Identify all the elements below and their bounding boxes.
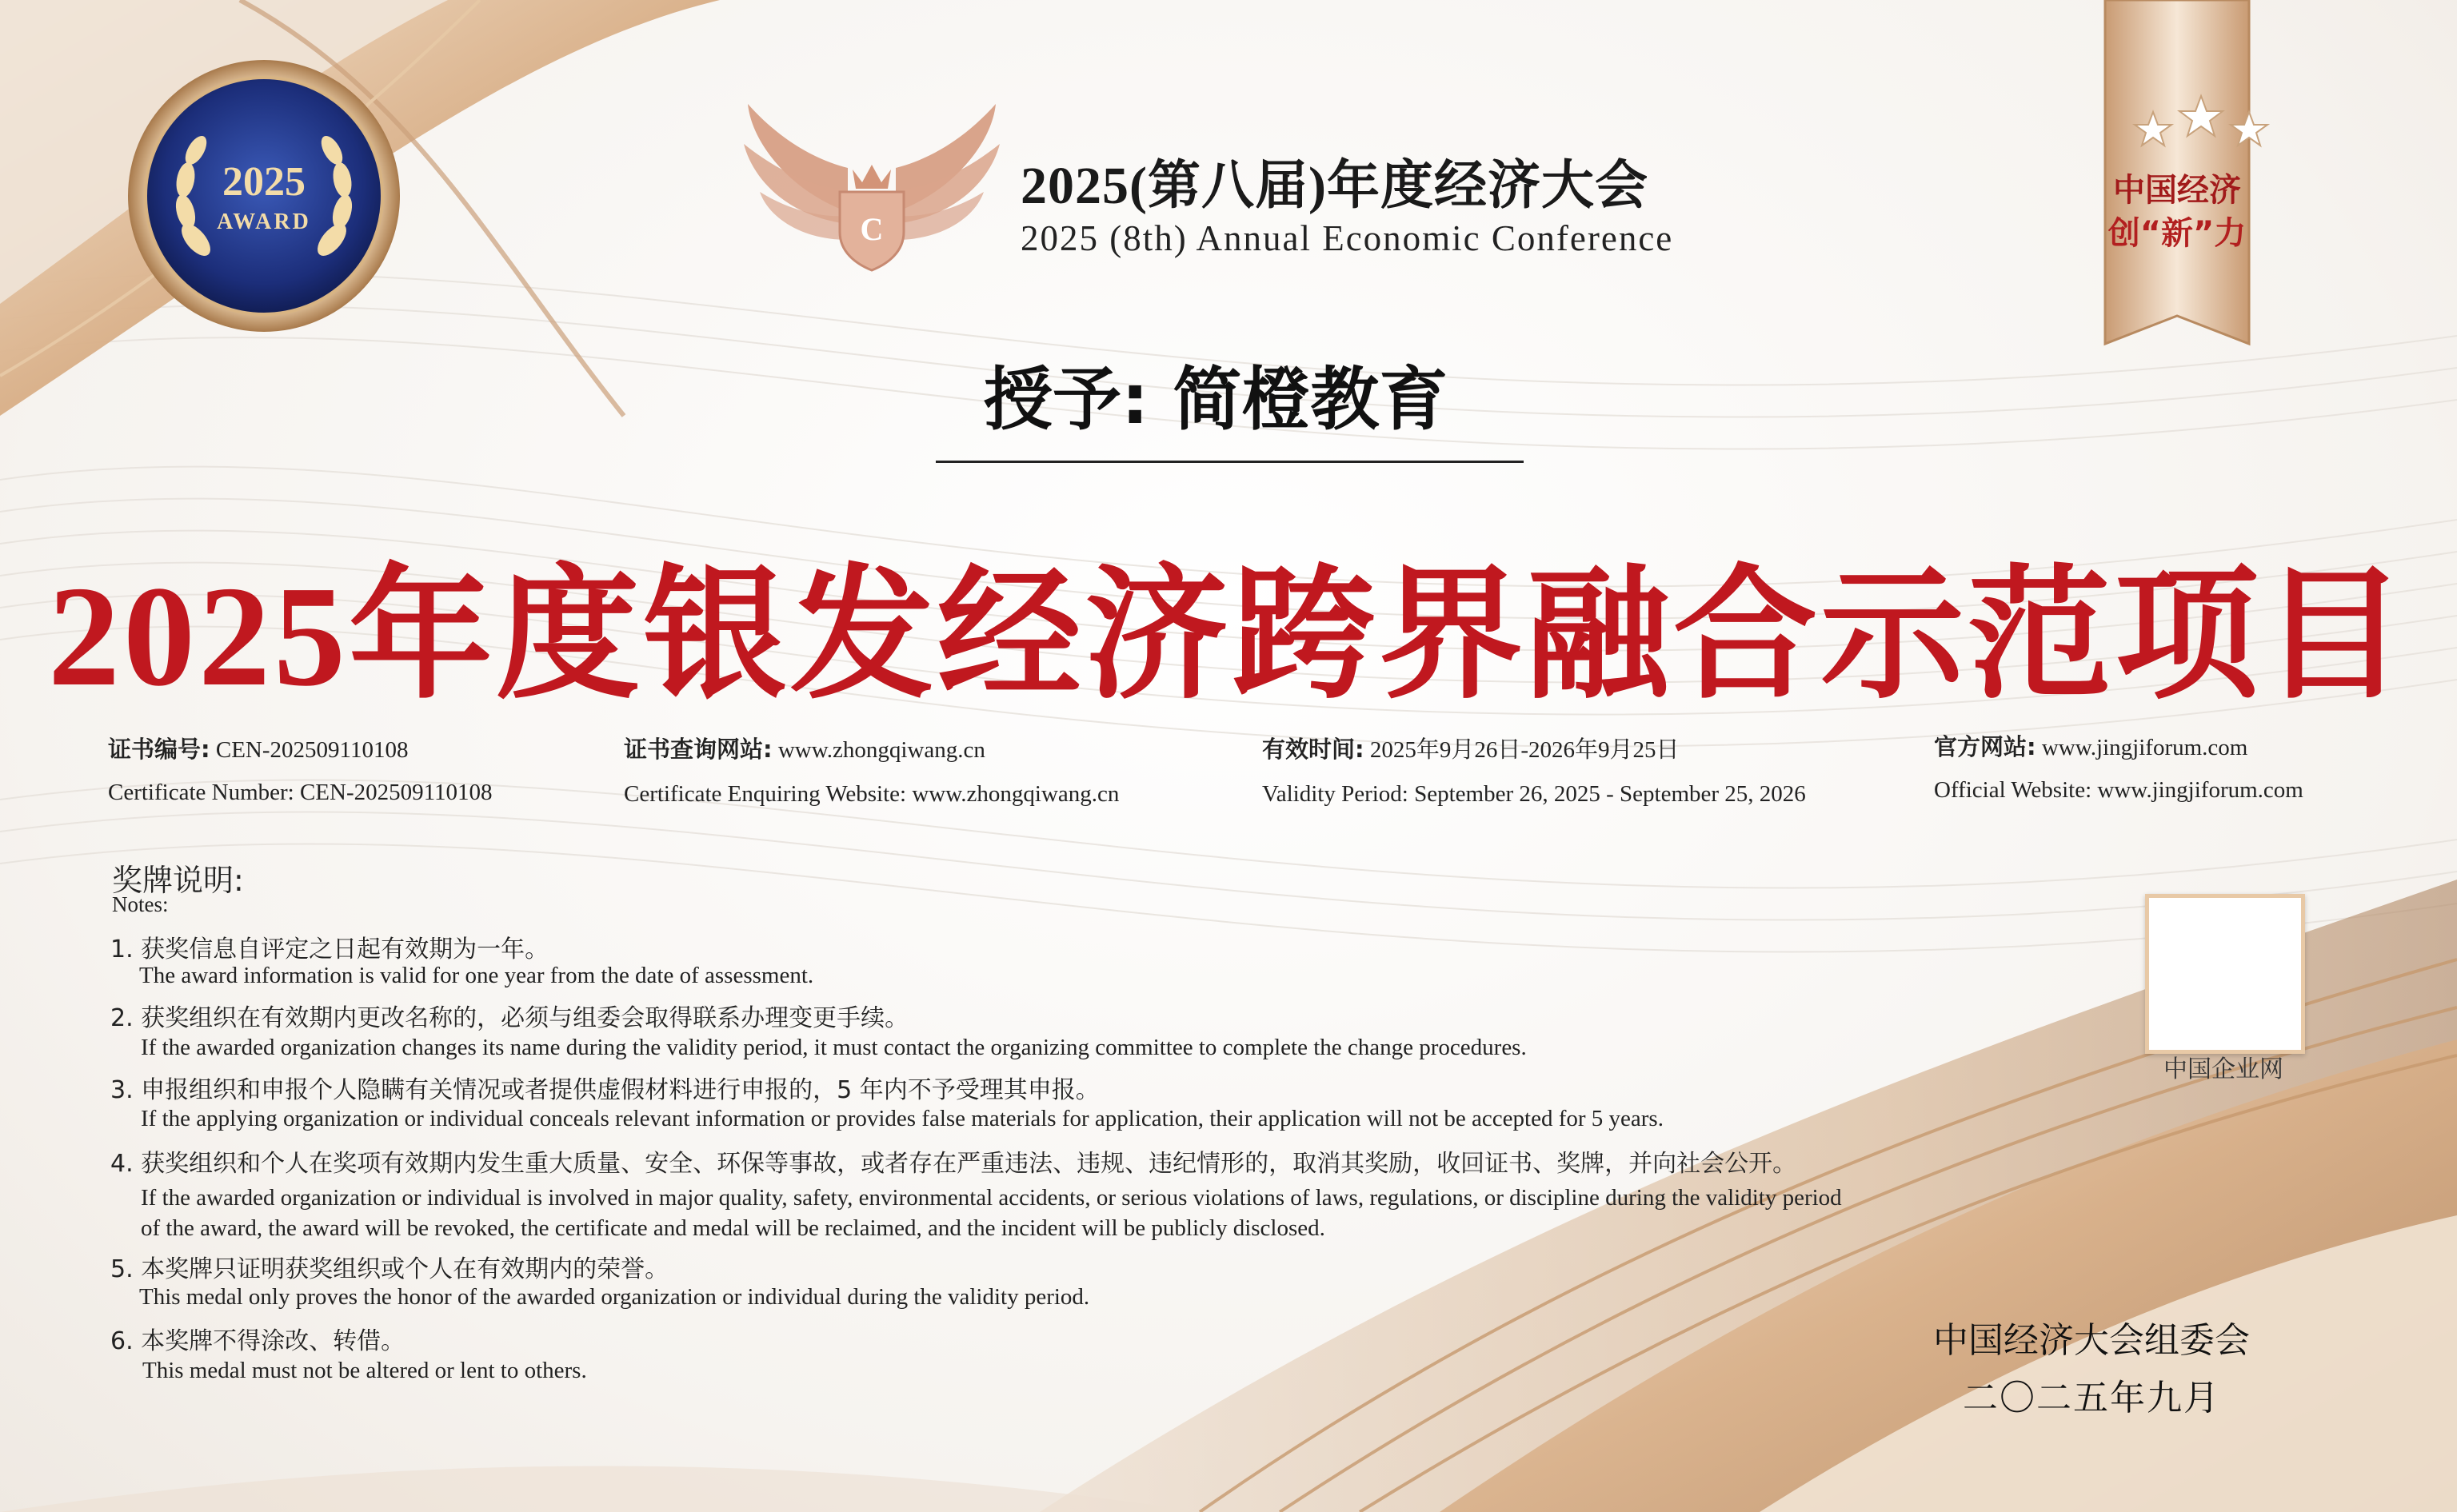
award-prefix: 授予: — [984, 360, 1149, 440]
award-recipient: 简橙教育 — [1173, 360, 1448, 440]
query-site-value-cn[interactable]: www.zhongqiwang.cn — [777, 737, 985, 763]
validity-label-cn: 有效时间: — [1262, 736, 1364, 763]
ribbon-text-line2: 创“新”力 — [2107, 215, 2247, 252]
note-5-en: This medal only proves the honor of the awarded organization or individual during the validity period. — [139, 1284, 1090, 1310]
svg-text:C: C — [860, 211, 884, 247]
query-site-value-en[interactable]: www.zhongqiwang.cn — [912, 781, 1120, 807]
note-5-cn: 5. 本奖牌只证明获奖组织或个人在有效期内的荣誉。 — [110, 1255, 669, 1283]
qr-label: 中国企业网 — [2163, 1055, 2283, 1083]
note-1-en: The award information is valid for one year from the date of assessment. — [139, 963, 814, 988]
cert-number-label-cn: 证书编号: — [108, 736, 210, 763]
cert-number-en — [108, 780, 493, 806]
validity-value-en: September 26, 2025 - September 25, 2026 — [1414, 781, 1806, 807]
validity-label-en: Validity Period: — [1262, 781, 1408, 807]
cert-number-value-en: CEN-202509110108 — [299, 780, 493, 805]
query-site-en — [624, 781, 1119, 808]
conference-title-en: 2025 (8th) Annual Economic Conference — [1021, 218, 1674, 258]
official-site-value-cn[interactable]: www.jingjiforum.com — [2041, 735, 2248, 760]
official-site-label-cn: 官方网站: — [1934, 733, 2036, 760]
validity-en — [1262, 781, 1806, 808]
cert-number-value-cn: CEN-202509110108 — [215, 737, 409, 763]
official-site-en — [1934, 777, 2303, 804]
note-3-en: If the applying organization or individual conceals relevant information or provides false materials for application, their application will not be accepted for 5 years. — [141, 1106, 1664, 1131]
note-4-en-line2: of the award, the award will be revoked, the certificate and medal will be reclaimed, and the incident will be publicly disclosed. — [141, 1215, 1325, 1241]
qr-code-frame[interactable] — [2145, 894, 2305, 1054]
note-3-cn: 3. 申报组织和申报个人隐瞒有关情况或者提供虚假材料进行申报的，5 年内不予受理其申报。 — [110, 1076, 1100, 1104]
query-site-label-en: Certificate Enquiring Website: — [624, 781, 907, 807]
validity-cn — [1262, 732, 1680, 764]
wing-crest-logo-icon — [744, 104, 1000, 270]
medal-year: 2025 — [222, 159, 306, 205]
cert-number-cn — [108, 732, 408, 764]
note-2-cn: 2. 获奖组织在有效期内更改名称的，必须与组委会取得联系办理变更手续。 — [110, 1004, 909, 1032]
note-6-cn: 6. 本奖牌不得涂改、转借。 — [110, 1327, 406, 1355]
note-2-en: If the awarded organization changes its name during the validity period, it must contact the organizing committee to complete the change procedures. — [141, 1035, 1527, 1060]
query-site-label-cn: 证书查询网站: — [624, 736, 773, 763]
official-site-label-en: Official Website: — [1934, 777, 2092, 803]
award-recipient-line — [984, 344, 1448, 443]
official-site-cn — [1934, 729, 2247, 762]
validity-value-cn: 2025年9月26日-2026年9月25日 — [1369, 737, 1680, 763]
note-4-cn: 4. 获奖组织和个人在奖项有效期内发生重大质量、安全、环保等事故，或者存在严重违法、违规、违纪情形的，取消其奖励，收回证书、奖牌，并向社会公开。 — [110, 1150, 1797, 1178]
note-4-en: If the awarded organization or individual is involved in major quality, safety, environmental accidents, or serious violations of laws, regulations, or discipline during the validity period — [141, 1185, 1842, 1211]
issuer-org: 中国经济大会组委会 — [1933, 1320, 2250, 1361]
notes-title-cn: 奖牌说明: — [112, 863, 244, 898]
notes-title-en: Notes: — [112, 892, 169, 916]
issue-date: 二〇二五年九月 — [1963, 1378, 2220, 1418]
note-6-en: This medal must not be altered or lent to others. — [142, 1358, 587, 1383]
ribbon-text-line1: 中国经济 — [2113, 172, 2241, 209]
official-site-value-en[interactable]: www.jingjiforum.com — [2097, 777, 2303, 803]
medal-word: AWARD — [217, 209, 311, 234]
note-1-cn: 1. 获奖信息自评定之日起有效期为一年。 — [110, 936, 549, 963]
award-title: 2025年度银发经济跨界融合示范项目 — [47, 557, 2409, 716]
cert-number-label-en: Certificate Number: — [108, 780, 294, 805]
conference-title-cn: 2025(第八届)年度经济大会 — [1021, 157, 1648, 215]
query-site-cn — [624, 732, 985, 764]
recipient-underline — [936, 461, 1524, 463]
